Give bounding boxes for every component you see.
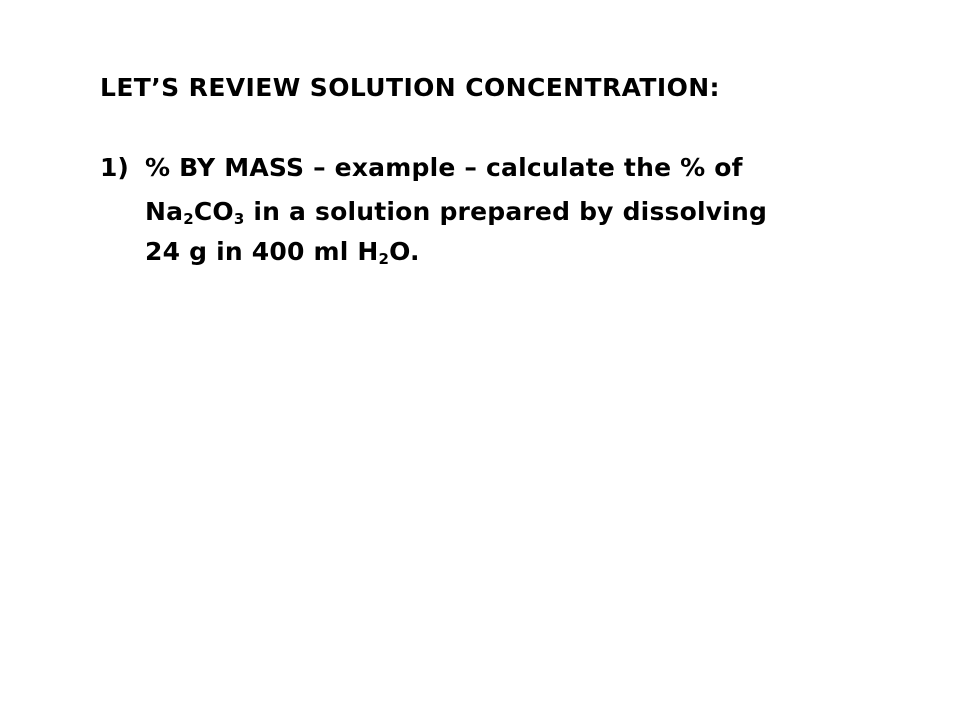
item-line-3-text: 24 g in 400 ml H	[145, 237, 379, 266]
formula-na: Na	[145, 197, 184, 226]
formula-subscript-2: 2	[183, 210, 194, 228]
list-item-number: 1)	[100, 153, 129, 182]
water-formula-end: O.	[389, 237, 420, 266]
slide-heading: LET’S REVIEW SOLUTION CONCENTRATION:	[100, 73, 720, 102]
item-line-3	[145, 232, 767, 272]
item-line-1: % BY MASS – example – calculate the % of	[145, 153, 743, 182]
water-subscript-2: 2	[378, 250, 390, 268]
list-item-text	[145, 152, 767, 272]
item-line-2-text: in a solution prepared by dissolving	[244, 197, 768, 226]
formula-subscript-3: 3	[233, 210, 245, 228]
item-line-2	[145, 192, 767, 232]
formula-co: CO	[193, 197, 234, 226]
